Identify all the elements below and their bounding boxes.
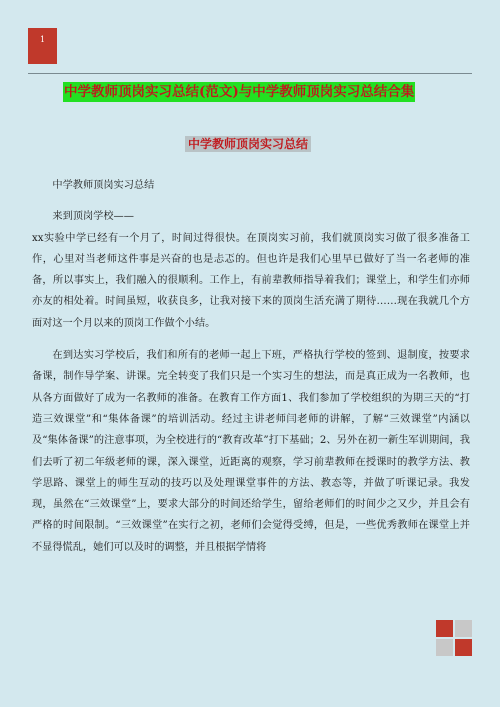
body-opening: 来到顶岗学校—— xyxy=(52,211,134,223)
corner-decoration xyxy=(436,620,472,656)
document-body xyxy=(32,175,470,558)
corner-square-gray-1 xyxy=(455,620,472,637)
corner-square-red-1 xyxy=(436,620,453,637)
page-number: 1 xyxy=(39,35,46,44)
body-paragraph-1: xx实验中学已经有一个月了，时间过得很快。在顶岗实习前，我们就顶岗实习做了很多准备工作，心里对当老师这件事是兴奋的也是忐忑的。但也许是我们心里早已做好了当一名老师的准备，所以事实上，我们融入的很顺利。工作上，有前辈教师指导着我们；课堂上，和学生们亦师亦友的相处着。时间虽短，收获良多，让我对接下来的顶岗生活充满了期待……现在我就几个方面对这一个月以来的顶岗工作做个小结。 xyxy=(32,232,470,329)
body-paragraph-2: 在到达实习学校后，我们和所有的老师一起上下班，严格执行学校的签到、退制度，按要求备课，制作导学案、讲课。完全转变了我们只是一个实习生的想法，而是真正成为一名教师，也从各方面做好了成为一名教师的准备。在教育工作方面1、我们参加了学校组织的为期三天的“打造三效课堂”和“集体备课”的培训活动。经过主讲老师闫老师的讲解，了解“三效课堂”内涵以及“集体备课”的注意事项，为全校进行的“教育改革”打下基础；2、另外在初一新生军训期间，我们去听了初二年级老师的课，深入课堂，近距离的观察，学习前辈教师在授课时的教学方法、教学思路、课堂上的师生互动的技巧以及处理课堂事件的方法、教态等，并做了听课记录。我发现，虽然在“三效课堂”上，要求大部分的时间还给学生，留给老师们的时间少之又少，并且会有严格的时间限制。“三效课堂”在实行之初，老师们会觉得受缚，但是，一些优秀教师在课堂上并不显得慌乱，她们可以及时的调整，并且根据学情将 xyxy=(32,350,470,553)
corner-square-red-2 xyxy=(455,639,472,656)
section-heading: 中学教师顶岗实习总结 xyxy=(185,136,311,152)
header-divider xyxy=(28,73,472,74)
body-subtitle: 中学教师顶岗实习总结 xyxy=(52,180,155,191)
corner-square-gray-2 xyxy=(436,639,453,656)
document-title: 中学教师顶岗实习总结(范文)与中学教师顶岗实习总结合集 xyxy=(64,84,415,100)
page-number-badge xyxy=(28,28,57,64)
